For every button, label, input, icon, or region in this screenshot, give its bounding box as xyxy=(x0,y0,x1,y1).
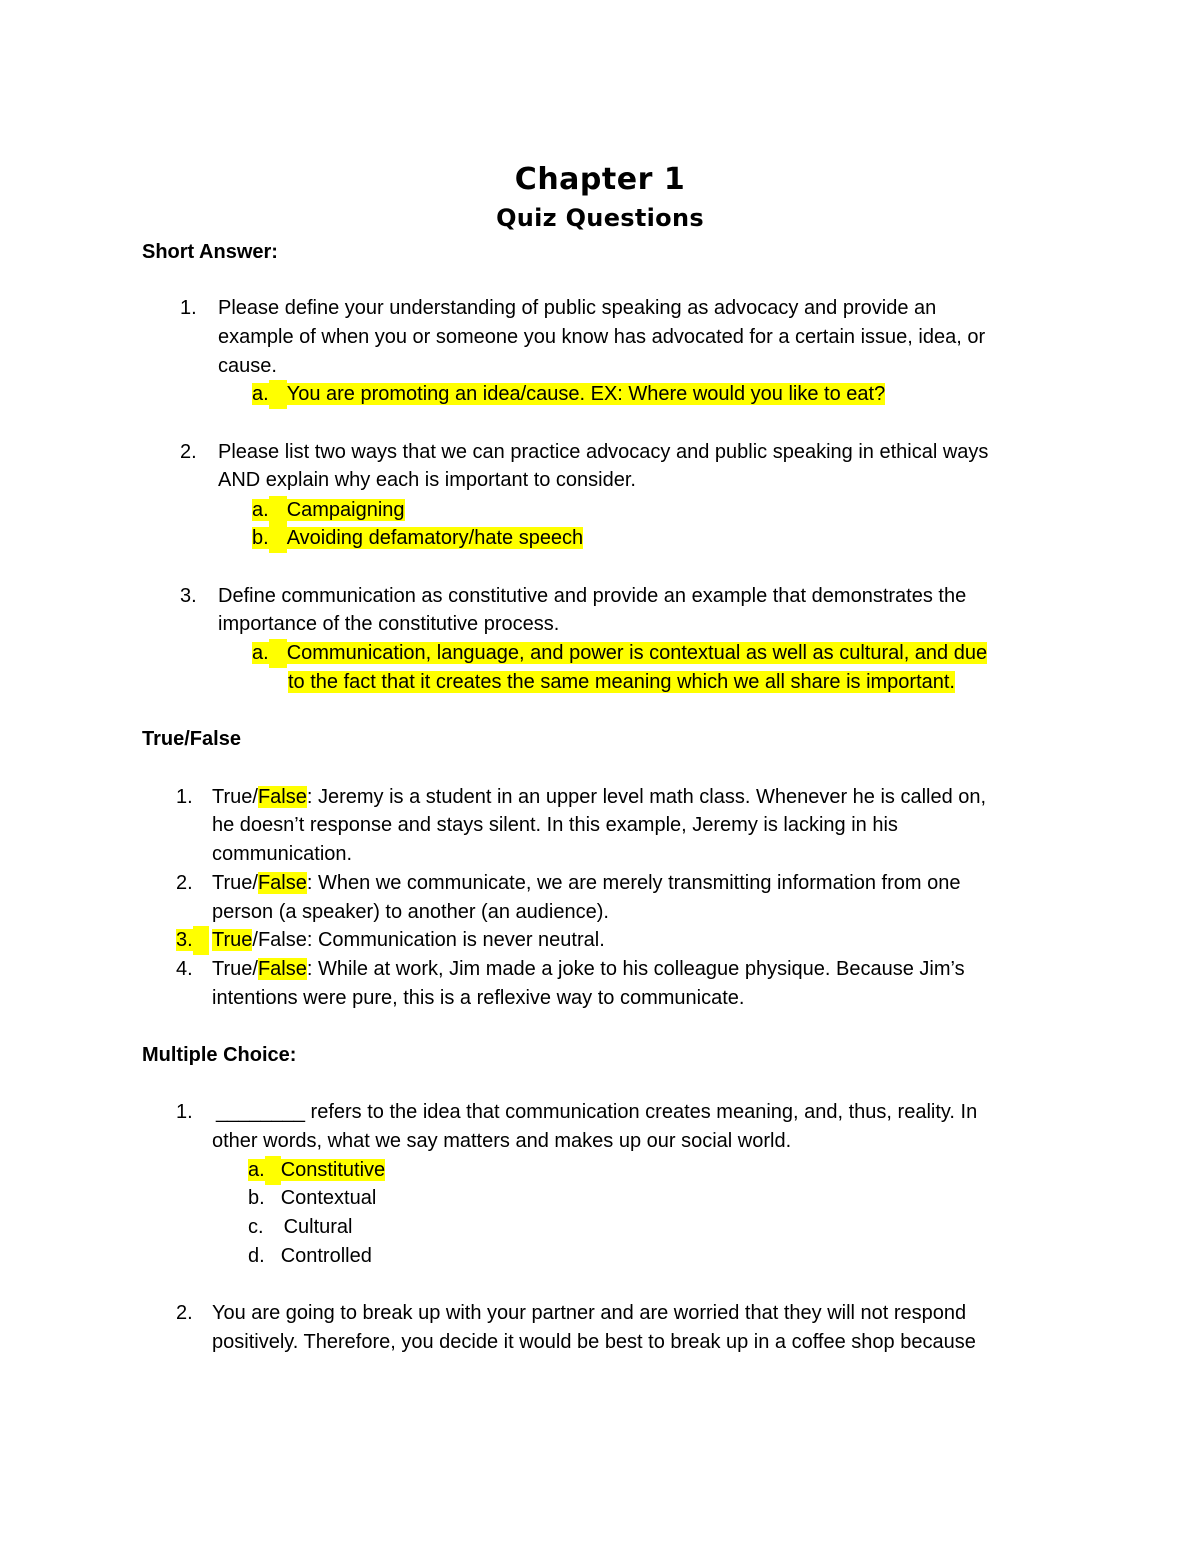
highlight-gap xyxy=(269,496,287,525)
tf-question-line xyxy=(212,955,965,984)
highlight-gap xyxy=(269,639,287,668)
tf-question-line: person (a speaker) to another (an audience). xyxy=(212,901,609,923)
question-text-line: ________ refers to the idea that communication creates meaning, and, thus, reality. In xyxy=(216,1101,978,1123)
tf-statement: : When we communicate, we are merely transmitting information from one xyxy=(306,872,961,894)
option-label: a. xyxy=(248,1159,265,1181)
slash: / xyxy=(252,929,258,951)
slash: / xyxy=(252,872,258,894)
section-heading-true-false: True/False xyxy=(142,728,241,750)
option-label: b. xyxy=(248,1187,265,1209)
section-heading-multiple-choice: Multiple Choice: xyxy=(142,1044,297,1066)
question-number: 1. xyxy=(180,297,197,319)
slash: / xyxy=(252,958,258,980)
answer-row xyxy=(252,524,583,553)
question-number: 2. xyxy=(176,1302,193,1324)
option-label: c. xyxy=(248,1216,264,1238)
choice-option xyxy=(248,1213,352,1242)
tf-question-line: communication. xyxy=(212,843,353,865)
false-option-highlighted: False xyxy=(257,958,307,980)
answer-row xyxy=(252,496,405,525)
option-label: d. xyxy=(248,1245,265,1267)
highlighted-answer: You are promoting an idea/cause. EX: Where would you like to eat? xyxy=(286,383,886,405)
page-subtitle: Quiz Questions xyxy=(496,204,704,232)
option-text: Controlled xyxy=(280,1245,372,1267)
question-number: 3. xyxy=(180,585,197,607)
highlighted-answer: Campaigning xyxy=(286,499,405,521)
question-text-line: importance of the constitutive process. xyxy=(218,613,560,635)
choice-option xyxy=(248,1184,376,1213)
question-text-line: AND explain why each is important to consider. xyxy=(218,469,636,491)
question-text-line: Please define your understanding of public speaking as advocacy and provide an xyxy=(218,297,937,319)
question-number: 3. xyxy=(176,926,209,955)
question-text-line: cause. xyxy=(218,355,277,377)
tf-question-line xyxy=(212,783,986,812)
tf-question-line: intentions were pure, this is a reflexive way to communicate. xyxy=(212,987,745,1009)
question-text-line: Define communication as constitutive and provide an example that demonstrates the xyxy=(218,585,967,607)
choice-option xyxy=(248,1242,372,1271)
tf-statement: : Communication is never neutral. xyxy=(306,929,605,951)
false-option: False xyxy=(257,929,307,951)
answer-row xyxy=(288,668,955,697)
page-title: Chapter 1 xyxy=(514,162,686,197)
choice-option-correct xyxy=(248,1156,385,1185)
option-text: Contextual xyxy=(280,1187,377,1209)
question-text-line: Please list two ways that we can practice advocacy and public speaking in ethical ways xyxy=(218,441,989,463)
highlight-gap xyxy=(193,926,209,955)
highlight-gap xyxy=(269,380,287,409)
true-option: True xyxy=(212,872,253,894)
answer-label: a. xyxy=(252,499,269,521)
true-option: True xyxy=(212,958,253,980)
tf-question-line xyxy=(212,926,605,955)
highlighted-answer: Communication, language, and power is contextual as well as cultural, and due xyxy=(286,642,988,664)
section-heading-short-answer: Short Answer: xyxy=(142,241,278,263)
question-number: 1. xyxy=(176,786,193,808)
answer-row xyxy=(252,380,885,409)
question-text-line: positively. Therefore, you decide it would be best to break up in a coffee shop because xyxy=(212,1331,976,1353)
tf-question-line: he doesn’t response and stays silent. In this example, Jeremy is lacking in his xyxy=(212,814,898,836)
answer-label: a. xyxy=(252,383,269,405)
tf-question-line xyxy=(212,869,960,898)
question-number: 1. xyxy=(176,1101,193,1123)
option-text: Constitutive xyxy=(280,1159,386,1181)
true-option-highlighted: True xyxy=(212,929,253,951)
question-text-line: other words, what we say matters and makes up our social world. xyxy=(212,1130,792,1152)
false-option-highlighted: False xyxy=(257,872,307,894)
highlight-gap xyxy=(269,524,287,553)
answer-row xyxy=(252,639,987,668)
false-option-highlighted: False xyxy=(257,786,307,808)
highlighted-answer: to the fact that it creates the same meaning which we all share is important. xyxy=(288,671,955,693)
question-number: 2. xyxy=(176,872,193,894)
tf-statement: : Jeremy is a student in an upper level math class. Whenever he is called on, xyxy=(306,786,987,808)
question-number: 2. xyxy=(180,441,197,463)
answer-label: a. xyxy=(252,642,269,664)
answer-label: b. xyxy=(252,527,269,549)
option-text: Cultural xyxy=(283,1216,353,1238)
highlight-gap xyxy=(265,1156,281,1185)
highlighted-answer: Avoiding defamatory/hate speech xyxy=(286,527,584,549)
question-text-line: You are going to break up with your partner and are worried that they will not respond xyxy=(212,1302,967,1324)
tf-statement: : While at work, Jim made a joke to his colleague physique. Because Jim’s xyxy=(306,958,965,980)
question-number: 4. xyxy=(176,958,193,980)
slash: / xyxy=(252,786,258,808)
question-text-line: example of when you or someone you know has advocated for a certain issue, idea, or xyxy=(218,326,986,348)
true-option: True xyxy=(212,786,253,808)
